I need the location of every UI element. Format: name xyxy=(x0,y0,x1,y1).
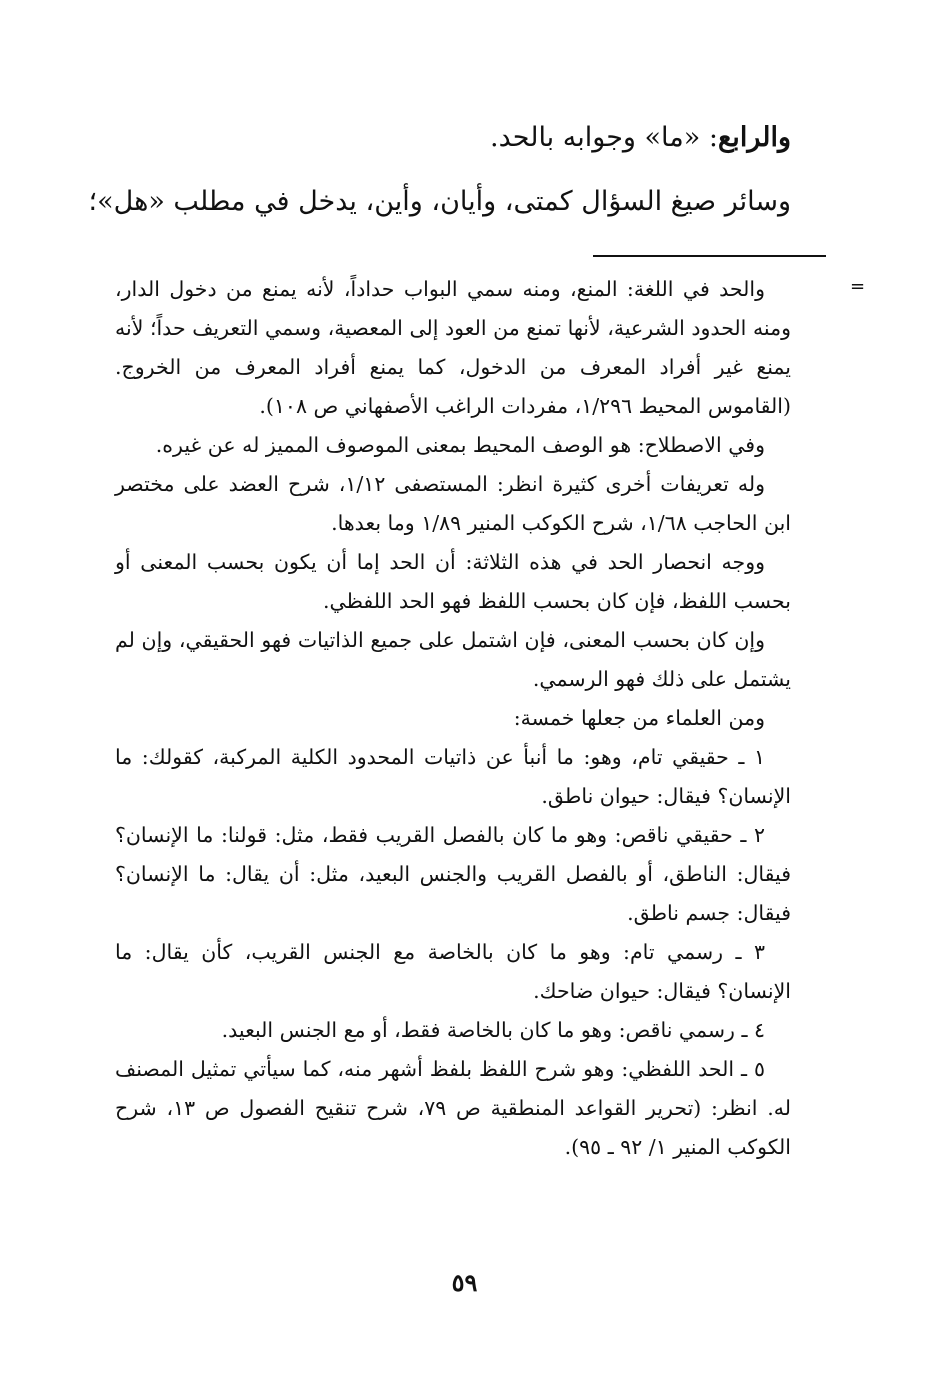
footnotes-section xyxy=(115,270,791,1167)
footnote-list-item-1: ١ ـ حقيقي تام، وهو: ما أنبأ عن ذاتيات المحدود الكلية المركبة، كقولك: ما الإنسان؟ فيقال: حيوان ناطق. xyxy=(115,745,791,808)
footnote-paragraph-other-definitions: وله تعريفات أخرى كثيرة انظر: المستصفى ١/١٢، شرح العضد على مختصر ابن الحاجب ١/٦٨، شرح الكوكب المنير ١/٨٩ وما بعدها. xyxy=(115,472,791,535)
footnote-paragraph-definition-language: والحد في اللغة: المنع، ومنه سمي البواب حداداً، لأنه يمنع من دخول الدار، ومنه الحدود الشرعية، لأنها تمنع من العود إلى المعصية، وسمي التعريف حداً؛ لأنه يمنع غير أفراد المعرف من الدخول، كما يمنع أفراد المعرف من الخروج. (القاموس المحيط ١/٢٩٦، مفردات الراغب الأصفهاني ص ١٠٨). xyxy=(115,277,791,418)
footnote-paragraph-five-types-intro: ومن العلماء من جعلها خمسة: xyxy=(513,706,765,730)
footnote-continuation-mark: = xyxy=(850,276,866,297)
page-number: ٥٩ xyxy=(451,1268,478,1297)
footnote-list-item-4: ٤ ـ رسمي ناقص: وهو ما كان بالخاصة فقط، أو مع الجنس البعيد. xyxy=(221,1018,765,1042)
footnote-list-item-5: ٥ ـ الحد اللفظي: وهو شرح اللفظ بلفظ أشهر منه، كما سيأتي تمثيل المصنف له. انظر: (تحرير القواعد المنطقية ص ٧٩، شرح تنقيح الفصول ص ١٣، شرح الكوكب المنير ١/ ٩٢ ـ ٩٥). xyxy=(115,1057,791,1159)
main-text-line-1 xyxy=(111,122,791,153)
main-text-line-1-rest: : «ما» وجوابه بالحد. xyxy=(490,122,718,153)
footnote-list-item-2: ٢ ـ حقيقي ناقص: وهو ما كان بالفصل القريب فقط، مثل: قولنا: ما الإنسان؟ فيقال: الناطق، أو بالفصل القريب والجنس البعيد، مثل: أن يقال: ما الإنسان؟ فيقال: جسم ناطق. xyxy=(115,823,791,925)
main-text-line-2: وسائر صيغ السؤال كمتى، وأيان، وأين، يدخل في مطلب «هل»؛ xyxy=(88,186,791,217)
footnote-list-item-3: ٣ ـ رسمي تام: وهو ما كان بالخاصة مع الجنس القريب، كأن يقال: ما الإنسان؟ فيقال: حيوان ضاحك. xyxy=(115,940,791,1003)
footnote-paragraph-definition-term: وفي الاصطلاح: هو الوصف المحيط بمعنى الموصوف المميز له عن غيره. xyxy=(155,433,765,457)
footnote-separator-line xyxy=(593,255,826,257)
bold-heading-word: والرابع xyxy=(717,122,791,153)
footnote-paragraph-meaning-based: وإن كان بحسب المعنى، فإن اشتمل على جميع الذاتيات فهو الحقيقي، وإن لم يشتمل على ذلك فهو الرسمي. xyxy=(115,628,791,691)
footnote-paragraph-division-reason: ووجه انحصار الحد في هذه الثلاثة: أن الحد إما أن يكون بحسب المعنى أو بحسب اللفظ، فإن كان بحسب اللفظ فهو الحد اللفظي. xyxy=(115,550,791,613)
